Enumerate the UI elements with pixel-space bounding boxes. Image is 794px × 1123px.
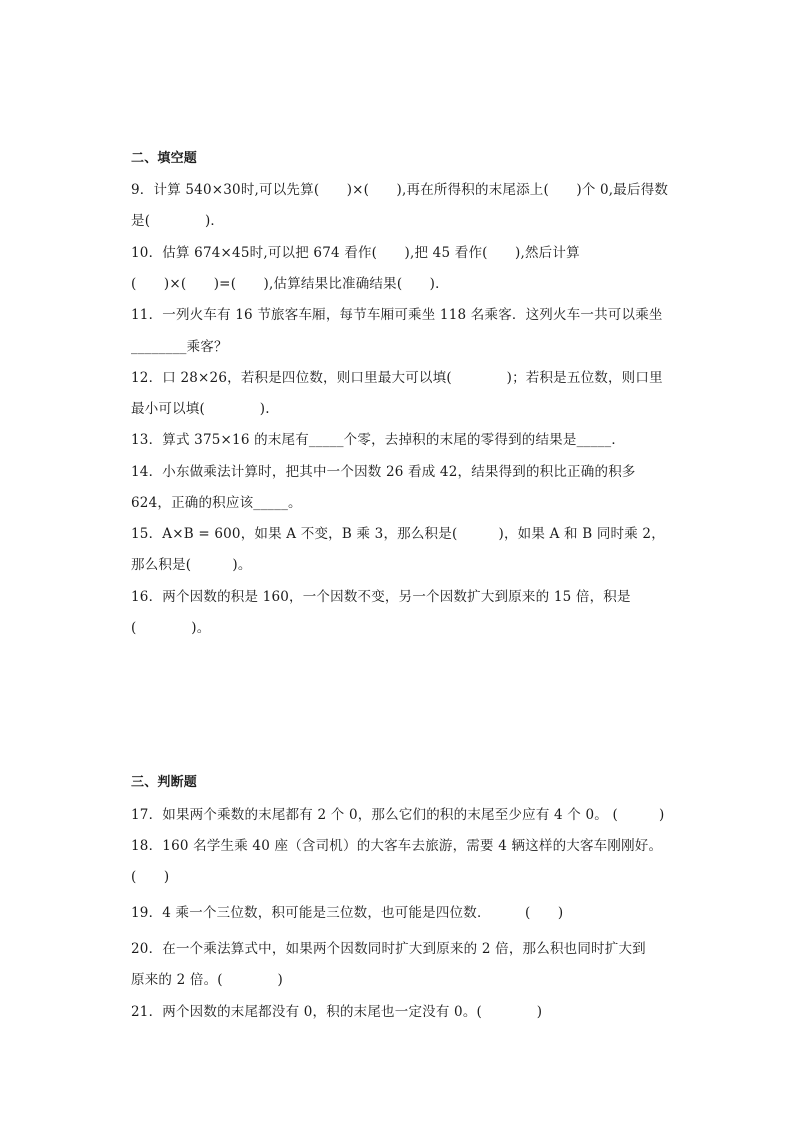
question-10-line-2: ( )×( )=( ),估算结果比准确结果( )． <box>131 276 449 292</box>
question-20-line-1: 20．在一个乘法算式中，如果两个因数同时扩大到原来的 2 倍，那么积也同时扩大到 <box>131 941 646 957</box>
question-18-line-2: ( ) <box>131 869 170 885</box>
question-21-line-1: 21．两个因数的末尾都没有 0，积的末尾也一定没有 0。( ) <box>131 1004 543 1020</box>
question-17-line-1: 17．如果两个乘数的末尾都有 2 个 0，那么它们的积的末尾至少应有 4 个 0。 ( ) <box>131 807 665 823</box>
question-13-line-1: 13．算式 375×16 的末尾有_____个零，去掉积的末尾的零得到的结果是_____． <box>131 432 626 448</box>
question-9-line-2: 是( )． <box>131 213 225 229</box>
question-11-line-2: ________乘客？ <box>131 339 228 355</box>
question-14-line-1: 14．小东做乘法计算时，把其中一个因数 26 看成 42，结果得到的积比正确的积多 <box>131 464 636 480</box>
question-20-line-2: 原来的 2 倍。( ) <box>131 972 284 988</box>
question-10-line-1: 10．估算 674×45时,可以把 674 看作( ),把 45 看作( ),然后计算 <box>131 245 580 261</box>
section-title-true-false: 三、判断题 <box>131 775 198 790</box>
question-9-line-1: 9．计算 540×30时,可以先算( )×( ),再在所得积的末尾添上( )个 0,最后得数 <box>131 182 669 198</box>
question-14-line-2: 624，正确的积应该_____。 <box>131 495 302 511</box>
question-18-line-1: 18．160 名学生乘 40 座（含司机）的大客车去旅游，需要 4 辆这样的大客车刚刚好。 <box>131 838 663 854</box>
question-15-line-1: 15．A×B = 600，如果 A 不变，B 乘 3，那么积是( )，如果 A 和 B 同时乘 2， <box>131 526 665 542</box>
question-15-line-2: 那么积是( )。 <box>131 557 252 573</box>
question-11-line-1: 11．一列火车有 16 节旅客车厢，每节车厢可乘坐 118 名乘客．这列火车一共可以乘坐 <box>131 307 663 323</box>
section-title-fill-in: 二、填空题 <box>131 151 198 166</box>
question-19-line-1: 19．4 乘一个三位数，积可能是三位数，也可能是四位数． ( ) <box>131 905 564 921</box>
question-12-line-1: 12．口 28×26，若积是四位数，则口里最大可以填( )；若积是五位数，则口里 <box>131 370 663 386</box>
question-16-line-1: 16．两个因数的积是 160，一个因数不变，另一个因数扩大到原来的 15 倍，积是 <box>131 589 631 605</box>
question-16-line-2: ( )。 <box>131 620 211 636</box>
question-12-line-2: 最小可以填( ). <box>131 401 270 417</box>
